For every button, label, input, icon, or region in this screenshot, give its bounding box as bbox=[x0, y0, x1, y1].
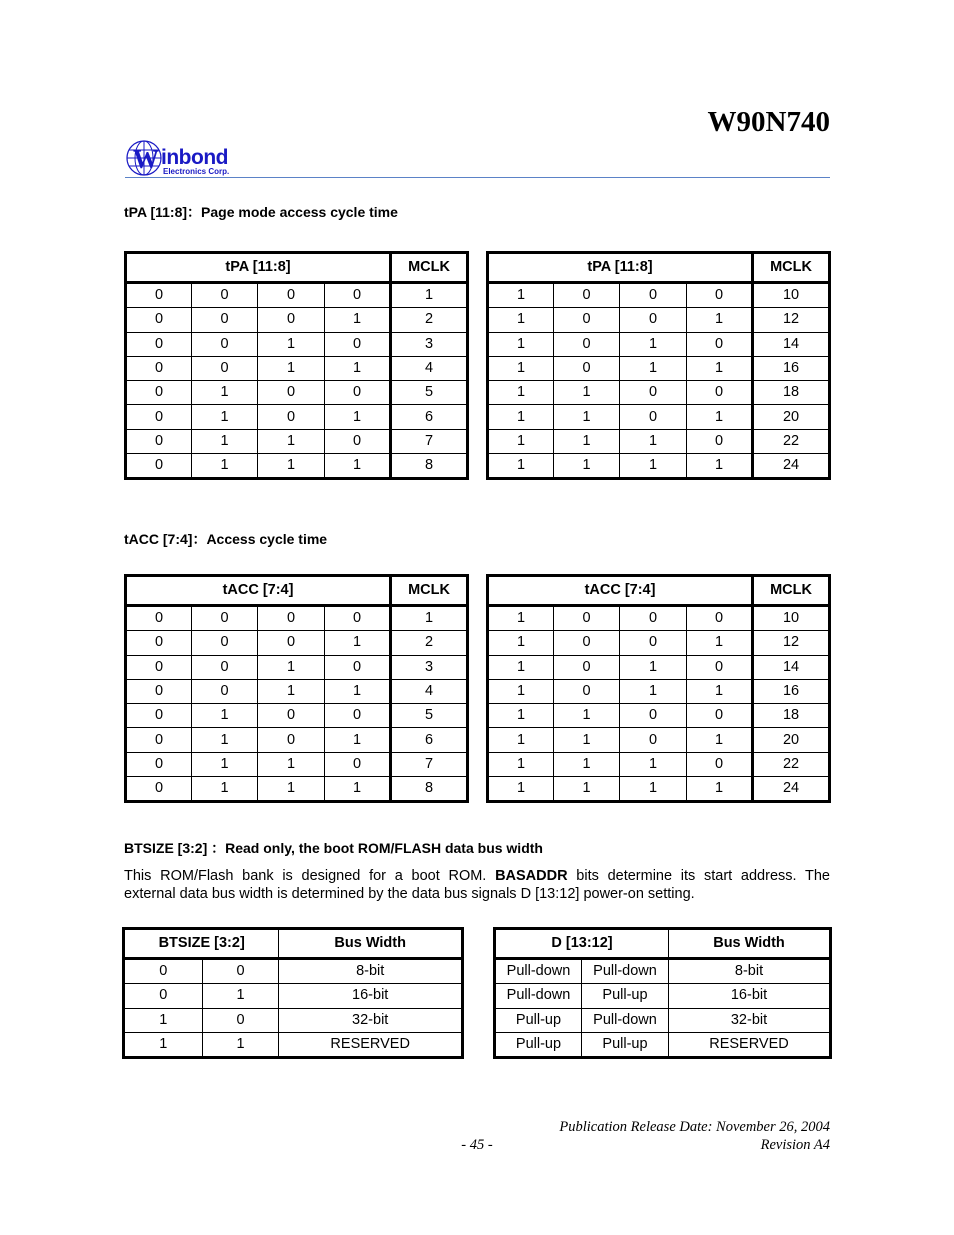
table-cell: 1 bbox=[554, 704, 620, 728]
table-cell: 1 bbox=[554, 429, 620, 453]
mclk-cell: 7 bbox=[391, 429, 468, 453]
table-row bbox=[126, 631, 468, 655]
table-cell: 0 bbox=[126, 454, 192, 479]
table-cell: 1 bbox=[488, 655, 554, 679]
table-row bbox=[126, 405, 468, 429]
table-cell: 0 bbox=[620, 704, 687, 728]
table-row bbox=[488, 752, 830, 776]
table-cell: 0 bbox=[126, 356, 192, 380]
table-cell: 1 bbox=[620, 429, 687, 453]
table-cell: 0 bbox=[126, 283, 192, 308]
table-cell: 1 bbox=[488, 308, 554, 332]
btsize-heading: BTSIZE [3:2] ：Read only, the boot ROM/FLASH data bus width bbox=[124, 840, 543, 856]
table-cell: 1 bbox=[488, 704, 554, 728]
table-cell: 0 bbox=[192, 308, 258, 332]
mclk-cell: 14 bbox=[753, 332, 830, 356]
mclk-cell: 5 bbox=[391, 704, 468, 728]
table-cell: 1 bbox=[687, 777, 753, 802]
table-row bbox=[126, 752, 468, 776]
table-cell: 0 bbox=[258, 631, 325, 655]
mclk-cell: 18 bbox=[753, 381, 830, 405]
table-cell: 1 bbox=[258, 332, 325, 356]
table-cell: 0 bbox=[126, 606, 192, 631]
table-cell: Pull-down bbox=[582, 959, 669, 984]
table-cell: Pull-down bbox=[495, 984, 582, 1008]
table-cell: 1 bbox=[488, 454, 554, 479]
table-cell: 1 bbox=[620, 777, 687, 802]
table-header-field: D [13:12] bbox=[495, 929, 669, 959]
table-cell: 1 bbox=[258, 429, 325, 453]
table-cell: 0 bbox=[620, 283, 687, 308]
table-header-field: tACC [7:4] bbox=[488, 576, 753, 606]
table-cell: 0 bbox=[192, 655, 258, 679]
table-cell: 32-bit bbox=[279, 1008, 463, 1032]
table-cell: 1 bbox=[488, 777, 554, 802]
table-row bbox=[488, 454, 830, 479]
table-row bbox=[495, 1008, 831, 1032]
publication-release-date: Publication Release Date: November 26, 2004 bbox=[559, 1119, 830, 1135]
table-cell: 1 bbox=[258, 356, 325, 380]
table-row bbox=[488, 704, 830, 728]
mclk-cell: 8 bbox=[391, 454, 468, 479]
table-cell: 0 bbox=[325, 752, 391, 776]
table-cell: Pull-up bbox=[582, 1032, 669, 1057]
table-cell: 0 bbox=[554, 283, 620, 308]
table-cell: 1 bbox=[554, 454, 620, 479]
table-cell: 0 bbox=[687, 332, 753, 356]
revision: Revision A4 bbox=[760, 1137, 830, 1153]
table-cell: 8-bit bbox=[279, 959, 463, 984]
mclk-cell: 6 bbox=[391, 405, 468, 429]
table-cell: 1 bbox=[192, 454, 258, 479]
table-row bbox=[126, 308, 468, 332]
table-cell: 0 bbox=[124, 984, 203, 1008]
tacc-right-table bbox=[486, 574, 831, 803]
tpa-right-table bbox=[486, 251, 831, 480]
table-cell: 1 bbox=[258, 777, 325, 802]
table-cell: 1 bbox=[258, 752, 325, 776]
mclk-cell: 24 bbox=[753, 454, 830, 479]
mclk-cell: 4 bbox=[391, 356, 468, 380]
table-row bbox=[488, 283, 830, 308]
tpa-heading: tPA [11:8]：Page mode access cycle time bbox=[124, 204, 398, 220]
mclk-cell: 4 bbox=[391, 679, 468, 703]
table-cell: 0 bbox=[126, 332, 192, 356]
table-cell: 1 bbox=[325, 679, 391, 703]
table-row bbox=[126, 283, 468, 308]
table-row bbox=[488, 631, 830, 655]
table-row bbox=[495, 1032, 831, 1057]
table-cell: 0 bbox=[325, 606, 391, 631]
table-row bbox=[495, 959, 831, 984]
table-cell: 0 bbox=[687, 429, 753, 453]
table-cell: 1 bbox=[192, 777, 258, 802]
table-row bbox=[124, 959, 463, 984]
table-row bbox=[126, 356, 468, 380]
table-cell: 0 bbox=[325, 283, 391, 308]
table-cell: 0 bbox=[687, 704, 753, 728]
btsize-paragraph-line1 bbox=[124, 867, 830, 886]
table-cell: 1 bbox=[325, 405, 391, 429]
table-cell: 0 bbox=[126, 655, 192, 679]
table-cell: 0 bbox=[687, 655, 753, 679]
mclk-cell: 12 bbox=[753, 308, 830, 332]
table-cell: 0 bbox=[258, 283, 325, 308]
table-cell: Pull-down bbox=[582, 1008, 669, 1032]
para-text: bits determine its start address. The bbox=[567, 868, 830, 884]
table-cell: 1 bbox=[687, 356, 753, 380]
table-cell: 1 bbox=[192, 381, 258, 405]
tacc-left-table bbox=[124, 574, 469, 803]
mclk-cell: 1 bbox=[391, 606, 468, 631]
mclk-cell: 16 bbox=[753, 356, 830, 380]
table-cell: 0 bbox=[126, 631, 192, 655]
table-cell: 0 bbox=[687, 752, 753, 776]
table-row bbox=[126, 679, 468, 703]
table-cell: 1 bbox=[325, 356, 391, 380]
header-divider bbox=[125, 177, 830, 178]
mclk-cell: 2 bbox=[391, 631, 468, 655]
table-cell: 1 bbox=[192, 704, 258, 728]
table-row bbox=[488, 356, 830, 380]
table-cell: Pull-down bbox=[495, 959, 582, 984]
table-cell: 0 bbox=[126, 704, 192, 728]
table-cell: 1 bbox=[192, 405, 258, 429]
table-cell: 0 bbox=[192, 356, 258, 380]
table-header-mclk: MCLK bbox=[753, 576, 830, 606]
mclk-cell: 22 bbox=[753, 429, 830, 453]
table-cell: 1 bbox=[488, 429, 554, 453]
table-cell: 1 bbox=[258, 679, 325, 703]
table-row bbox=[126, 332, 468, 356]
table-cell: 16-bit bbox=[279, 984, 463, 1008]
table-cell: 0 bbox=[687, 283, 753, 308]
table-cell: 0 bbox=[192, 283, 258, 308]
mclk-cell: 2 bbox=[391, 308, 468, 332]
table-cell: 1 bbox=[202, 984, 279, 1008]
mclk-cell: 7 bbox=[391, 752, 468, 776]
table-cell: 1 bbox=[258, 655, 325, 679]
table-row bbox=[488, 679, 830, 703]
table-cell: 0 bbox=[126, 381, 192, 405]
tacc-heading: tACC [7:4]：Access cycle time bbox=[124, 531, 328, 547]
table-cell: 1 bbox=[325, 777, 391, 802]
table-row bbox=[126, 454, 468, 479]
table-row bbox=[126, 381, 468, 405]
mclk-cell: 3 bbox=[391, 655, 468, 679]
table-cell: 1 bbox=[620, 655, 687, 679]
table-row bbox=[126, 704, 468, 728]
mclk-cell: 22 bbox=[753, 752, 830, 776]
table-header-mclk: MCLK bbox=[753, 253, 830, 283]
table-cell: 1 bbox=[620, 356, 687, 380]
table-cell: 1 bbox=[192, 429, 258, 453]
mclk-cell: 5 bbox=[391, 381, 468, 405]
table-cell: 32-bit bbox=[669, 1008, 831, 1032]
table-header-field: tACC [7:4] bbox=[126, 576, 391, 606]
table-cell: 1 bbox=[325, 728, 391, 752]
mclk-cell: 1 bbox=[391, 283, 468, 308]
table-cell: 1 bbox=[488, 631, 554, 655]
table-cell: 1 bbox=[554, 381, 620, 405]
mclk-cell: 16 bbox=[753, 679, 830, 703]
document-title: W90N740 bbox=[707, 106, 830, 138]
table-cell: 0 bbox=[192, 332, 258, 356]
table-cell: 0 bbox=[258, 405, 325, 429]
mclk-cell: 12 bbox=[753, 631, 830, 655]
table-cell: 0 bbox=[620, 308, 687, 332]
table-cell: 0 bbox=[554, 606, 620, 631]
table-cell: 0 bbox=[258, 728, 325, 752]
table-cell: 0 bbox=[620, 728, 687, 752]
table-cell: 1 bbox=[554, 728, 620, 752]
table-cell: 1 bbox=[620, 752, 687, 776]
table-cell: 1 bbox=[620, 454, 687, 479]
logo-subtitle: Electronics Corp. bbox=[163, 167, 230, 176]
table-cell: 1 bbox=[488, 752, 554, 776]
btsize-left-table bbox=[122, 927, 464, 1059]
table-row bbox=[488, 777, 830, 802]
table-cell: 1 bbox=[202, 1032, 279, 1057]
table-cell: 0 bbox=[258, 606, 325, 631]
btsize-paragraph-line2: external data bus width is determined by the data bus signals D [13:12] power-on setting. bbox=[124, 886, 695, 902]
table-cell: 0 bbox=[126, 752, 192, 776]
table-cell: 1 bbox=[687, 631, 753, 655]
table-cell: 0 bbox=[202, 959, 279, 984]
table-row bbox=[126, 777, 468, 802]
table-cell: 1 bbox=[124, 1008, 203, 1032]
table-cell: 8-bit bbox=[669, 959, 831, 984]
table-cell: 1 bbox=[325, 631, 391, 655]
table-cell: 0 bbox=[554, 679, 620, 703]
table-cell: 0 bbox=[325, 381, 391, 405]
mclk-cell: 10 bbox=[753, 606, 830, 631]
table-cell: 0 bbox=[126, 777, 192, 802]
table-cell: 0 bbox=[192, 679, 258, 703]
mclk-cell: 10 bbox=[753, 283, 830, 308]
table-row bbox=[495, 984, 831, 1008]
table-row bbox=[124, 1008, 463, 1032]
table-header-bus-width: Bus Width bbox=[669, 929, 831, 959]
table-cell: 1 bbox=[620, 332, 687, 356]
table-cell: 0 bbox=[620, 631, 687, 655]
table-header-field: BTSIZE [3:2] bbox=[124, 929, 279, 959]
table-cell: 1 bbox=[488, 405, 554, 429]
table-cell: 0 bbox=[325, 429, 391, 453]
table-cell: 0 bbox=[620, 381, 687, 405]
table-cell: 0 bbox=[620, 405, 687, 429]
table-cell: 0 bbox=[258, 308, 325, 332]
mclk-cell: 8 bbox=[391, 777, 468, 802]
table-cell: 1 bbox=[488, 332, 554, 356]
table-cell: 0 bbox=[325, 332, 391, 356]
table-cell: 1 bbox=[258, 454, 325, 479]
table-row bbox=[126, 655, 468, 679]
table-cell: 0 bbox=[687, 606, 753, 631]
table-row bbox=[488, 405, 830, 429]
table-header-field: tPA [11:8] bbox=[126, 253, 391, 283]
table-row bbox=[124, 1032, 463, 1057]
table-cell: Pull-up bbox=[582, 984, 669, 1008]
table-cell: 0 bbox=[126, 405, 192, 429]
table-cell: 1 bbox=[687, 454, 753, 479]
table-cell: 0 bbox=[126, 728, 192, 752]
table-cell: 1 bbox=[325, 454, 391, 479]
table-cell: 1 bbox=[620, 679, 687, 703]
globe-icon bbox=[125, 138, 165, 178]
mclk-cell: 24 bbox=[753, 777, 830, 802]
table-cell: 1 bbox=[488, 283, 554, 308]
btsize-right-table bbox=[493, 927, 832, 1059]
table-cell: RESERVED bbox=[279, 1032, 463, 1057]
table-row bbox=[124, 984, 463, 1008]
table-cell: 0 bbox=[554, 356, 620, 380]
table-cell: 0 bbox=[258, 704, 325, 728]
table-cell: 0 bbox=[126, 429, 192, 453]
table-header-bus-width: Bus Width bbox=[279, 929, 463, 959]
table-row bbox=[488, 429, 830, 453]
table-cell: 16-bit bbox=[669, 984, 831, 1008]
table-header-field: tPA [11:8] bbox=[488, 253, 753, 283]
table-cell: 0 bbox=[258, 381, 325, 405]
table-cell: 1 bbox=[192, 728, 258, 752]
mclk-cell: 18 bbox=[753, 704, 830, 728]
table-cell: 0 bbox=[554, 655, 620, 679]
table-cell: 0 bbox=[554, 332, 620, 356]
table-cell: 1 bbox=[687, 728, 753, 752]
table-cell: RESERVED bbox=[669, 1032, 831, 1057]
table-cell: Pull-up bbox=[495, 1008, 582, 1032]
table-row bbox=[488, 655, 830, 679]
table-cell: 0 bbox=[325, 655, 391, 679]
table-row bbox=[488, 308, 830, 332]
para-text: This ROM/Flash bank is designed for a boot ROM. bbox=[124, 868, 496, 884]
table-row bbox=[126, 606, 468, 631]
table-cell: 0 bbox=[124, 959, 203, 984]
table-cell: 0 bbox=[192, 606, 258, 631]
mclk-cell: 3 bbox=[391, 332, 468, 356]
table-cell: 1 bbox=[687, 308, 753, 332]
table-row bbox=[488, 381, 830, 405]
mclk-cell: 14 bbox=[753, 655, 830, 679]
svg-text:W: W bbox=[133, 145, 159, 174]
table-cell: 0 bbox=[554, 631, 620, 655]
table-cell: 1 bbox=[488, 381, 554, 405]
winbond-logo bbox=[125, 138, 255, 180]
table-cell: 1 bbox=[554, 777, 620, 802]
table-cell: 0 bbox=[325, 704, 391, 728]
table-cell: 0 bbox=[620, 606, 687, 631]
mclk-cell: 20 bbox=[753, 405, 830, 429]
table-cell: 1 bbox=[192, 752, 258, 776]
table-row bbox=[488, 606, 830, 631]
mclk-cell: 20 bbox=[753, 728, 830, 752]
table-cell: 1 bbox=[488, 679, 554, 703]
table-row bbox=[488, 728, 830, 752]
table-cell: 0 bbox=[192, 631, 258, 655]
basaddr-term: BASADDR bbox=[495, 868, 568, 884]
table-cell: 1 bbox=[488, 728, 554, 752]
table-cell: Pull-up bbox=[495, 1032, 582, 1057]
table-cell: 1 bbox=[554, 405, 620, 429]
table-cell: 0 bbox=[126, 679, 192, 703]
table-cell: 0 bbox=[554, 308, 620, 332]
table-row bbox=[126, 728, 468, 752]
mclk-cell: 6 bbox=[391, 728, 468, 752]
table-cell: 1 bbox=[554, 752, 620, 776]
table-row bbox=[488, 332, 830, 356]
table-cell: 1 bbox=[325, 308, 391, 332]
table-cell: 0 bbox=[126, 308, 192, 332]
table-cell: 0 bbox=[687, 381, 753, 405]
page-number: - 45 - bbox=[461, 1137, 493, 1153]
table-cell: 1 bbox=[488, 606, 554, 631]
table-row bbox=[126, 429, 468, 453]
table-cell: 1 bbox=[488, 356, 554, 380]
table-header-mclk: MCLK bbox=[391, 253, 468, 283]
table-header-mclk: MCLK bbox=[391, 576, 468, 606]
tpa-left-table bbox=[124, 251, 469, 480]
table-cell: 1 bbox=[687, 679, 753, 703]
table-cell: 0 bbox=[202, 1008, 279, 1032]
table-cell: 1 bbox=[124, 1032, 203, 1057]
table-cell: 1 bbox=[687, 405, 753, 429]
logo-wordmark: inbond bbox=[161, 146, 228, 169]
